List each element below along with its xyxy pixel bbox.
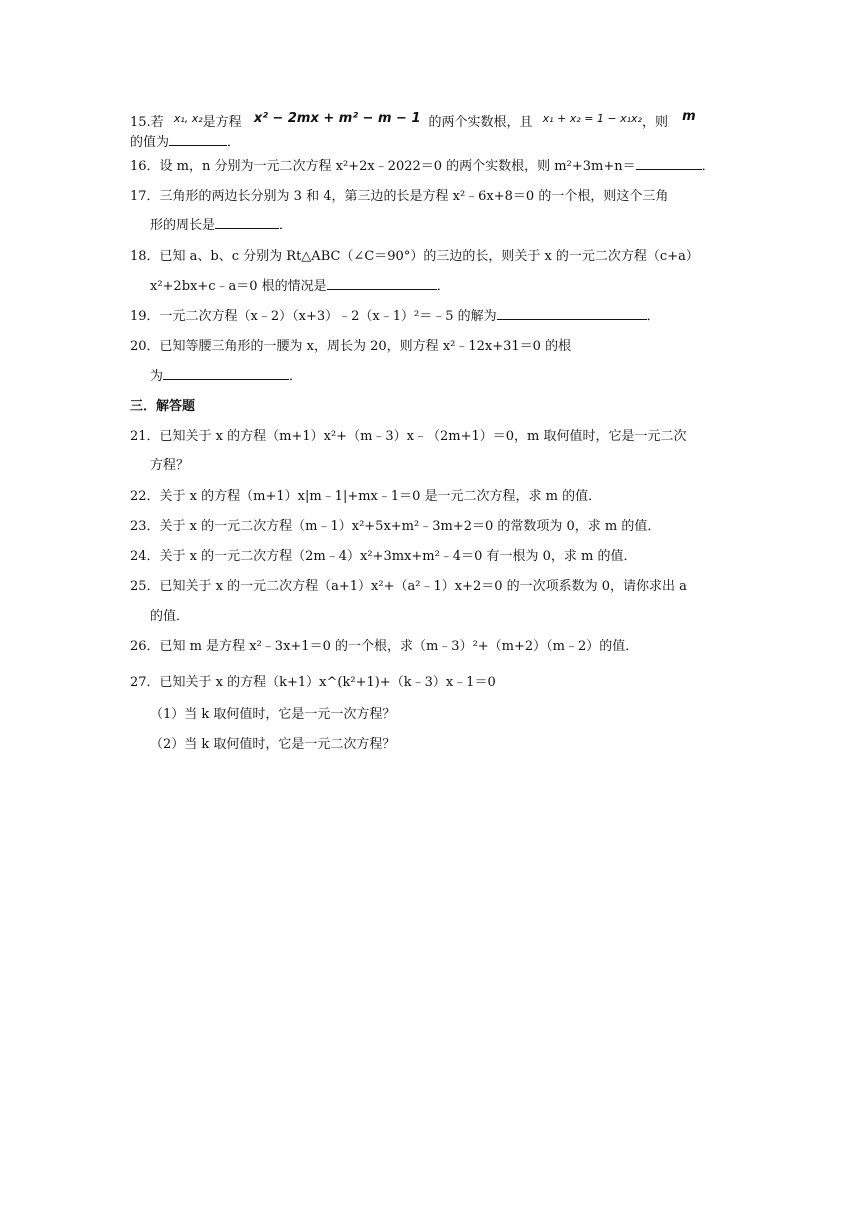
q15-answer-blank[interactable]	[169, 132, 227, 146]
question-20	[130, 336, 730, 358]
question-24	[130, 546, 730, 568]
question-18-line-2: x²+2bx+c﹣a＝0 根的情况是 ．	[150, 276, 450, 298]
q20-line2-text: 为	[150, 369, 164, 384]
q15-equation-formula: x² − 2mx + m² − m − 1	[253, 111, 421, 126]
q21-text: 21．已知关于 x 的方程（m+1）x²+（m﹣3）x﹣（2m+1）＝0，m 取何值时，它是一元二次	[130, 429, 687, 444]
q15-number: 15.若	[130, 115, 164, 130]
question-17	[130, 186, 730, 208]
question-21-line-2	[150, 455, 189, 477]
question-16: 16．设 m，n 分别为一元二次方程 x²+2x﹣2022＝0 的两个实数根，则 m²+3m+n＝ ．	[130, 156, 730, 178]
q18-text: 18．已知 a、b、c 分别为 Rt△ABC（∠C＝90°）的三边的长，则关于 x 的一元二次方程（c+a）	[130, 249, 699, 264]
question-25	[130, 576, 730, 598]
q15-text-2: 的两个实数根，且	[428, 115, 533, 130]
q19-answer-blank[interactable]	[497, 306, 647, 320]
question-20-line-2: 为 ．	[150, 366, 302, 388]
q17-text: 17．三角形的两边长分别为 3 和 4，第三边的长是方程 x²﹣6x+8＝0 的一个根，则这个三角	[130, 189, 669, 204]
question-27	[130, 672, 730, 694]
q24-text: 24．关于 x 的一元二次方程（2m﹣4）x²+3mx+m²﹣4＝0 有一根为 0，求 m 的值．	[130, 549, 637, 564]
question-15	[130, 109, 730, 134]
question-19: 19．一元二次方程（x﹣2）（x+3）﹣2（x﹣1）²＝﹣5 的解为 ．	[130, 306, 730, 328]
question-25-line-2	[150, 606, 189, 628]
question-21	[130, 426, 730, 448]
q26-text: 26．已知 m 是方程 x²﹣3x+1＝0 的一个根，求（m﹣3）²+（m+2）（m﹣2）的值．	[130, 639, 639, 654]
q27-part2-text: （2）当 k 取何值时，它是一元二次方程？	[150, 737, 396, 752]
question-23	[130, 516, 730, 538]
q25-text: 25．已知关于 x 的一元二次方程（a+1）x²+（a²﹣1）x+2＝0 的一次项系数为 0，请你求出 a	[130, 579, 687, 594]
q15-roots-formula: x₁, x₂	[173, 112, 203, 125]
q18-line2-text: x²+2bx+c﹣a＝0 根的情况是	[150, 279, 327, 294]
q21-line2-text: 方程？	[150, 458, 190, 473]
q15-text-1: 是方程	[202, 115, 242, 130]
question-27-part-2	[150, 734, 395, 756]
q15-text-3: ，则	[641, 115, 668, 130]
q27-part1-text: （1）当 k 取何值时，它是一元一次方程？	[150, 707, 396, 722]
q15-condition-formula: x₁ + x₂ = 1 − x₁x₂	[542, 112, 642, 125]
q16-answer-blank[interactable]	[636, 156, 702, 170]
q17-line2-text: 形的周长是	[150, 218, 216, 233]
question-15-line-2: 的值为 ．	[130, 132, 240, 154]
q23-text: 23．关于 x 的一元二次方程（m﹣1）x²+5x+m²﹣3m+2＝0 的常数项为 0，求 m 的值．	[130, 519, 661, 534]
q22-text: 22．关于 x 的方程（m+1）x|m﹣1|+mx﹣1＝0 是一元二次方程，求 m 的值．	[130, 489, 602, 504]
q15-line2-text: 的值为	[130, 135, 170, 150]
question-27-part-1	[150, 704, 395, 726]
question-26	[130, 636, 730, 658]
q25-line2-text: 的值．	[150, 609, 190, 624]
q20-text: 20．已知等腰三角形的一腰为 x，周长为 20，则方程 x²﹣12x+31＝0 的根	[130, 339, 572, 354]
q16-text: 16．设 m，n 分别为一元二次方程 x²+2x﹣2022＝0 的两个实数根，则 m²+3m+n＝	[130, 159, 636, 174]
question-17-line-2: 形的周长是 ．	[150, 215, 292, 237]
q17-answer-blank[interactable]	[215, 215, 279, 229]
question-18	[130, 246, 730, 268]
section-title: 三．解答题	[130, 399, 196, 414]
q19-text: 19．一元二次方程（x﹣2）（x+3）﹣2（x﹣1）²＝﹣5 的解为	[130, 309, 497, 324]
question-22	[130, 486, 730, 508]
q27-text: 27．已知关于 x 的方程（k+1）x^(k²+1)+（k﹣3）x﹣1＝0	[130, 675, 496, 690]
q20-answer-blank[interactable]	[163, 366, 289, 380]
q15-m-formula: m	[682, 109, 696, 124]
q18-answer-blank[interactable]	[327, 276, 437, 290]
